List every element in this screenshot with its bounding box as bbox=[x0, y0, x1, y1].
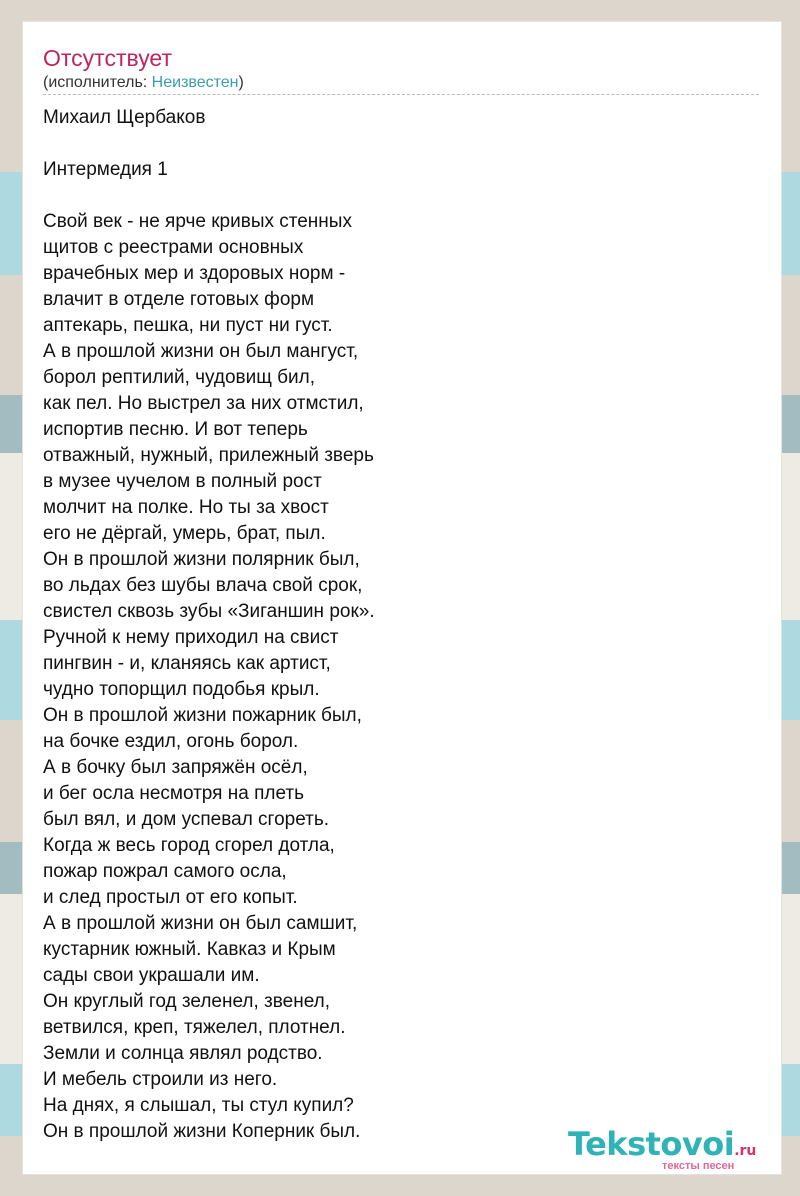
lyric-line: во льдах без шубы влача свой срок, bbox=[43, 575, 363, 596]
lyric-line: На днях, я слышал, ты стул купил? bbox=[43, 1095, 354, 1116]
lyric-line: чудно топорщил подобья крыл. bbox=[43, 679, 320, 700]
song-title: Отсутствует bbox=[43, 45, 172, 71]
lyric-line: И мебель строили из него. bbox=[43, 1069, 278, 1090]
lyric-line: как пел. Но выстрел за них отмстил, bbox=[43, 393, 364, 414]
lyric-line: Он в прошлой жизни Коперник был. bbox=[43, 1121, 361, 1142]
lyric-line: пингвин - и, кланяясь как артист, bbox=[43, 653, 331, 674]
lyric-line: Земли и солнца являл родство. bbox=[43, 1043, 323, 1064]
lyric-line: его не дёргай, умерь, брат, пыл. bbox=[43, 523, 326, 544]
lyric-line: щитов с реестрами основных bbox=[43, 237, 304, 258]
lyric-line: Интермедия 1 bbox=[43, 159, 168, 180]
lyric-line: сады свои украшали им. bbox=[43, 965, 260, 986]
lyric-line: Он в прошлой жизни полярник был, bbox=[43, 549, 360, 570]
dashed-divider bbox=[43, 94, 759, 95]
lyric-line: Михаил Щербаков bbox=[43, 107, 206, 128]
artist-suffix: ) bbox=[238, 74, 244, 91]
lyric-line bbox=[43, 131, 375, 157]
logo-main-text: Tekstovoi bbox=[568, 1125, 735, 1163]
tekstovoi-logo[interactable] bbox=[568, 1125, 778, 1173]
lyric-line: Он в прошлой жизни пожарник был, bbox=[43, 705, 362, 726]
lyrics-card bbox=[22, 21, 782, 1175]
lyric-line: Свой век - не ярче кривых стенных bbox=[43, 211, 352, 232]
logo-tagline: тексты песен bbox=[662, 1160, 735, 1172]
lyric-line: и бег осла несмотря на плеть bbox=[43, 783, 304, 804]
lyric-line: врачебных мер и здоровых норм - bbox=[43, 263, 346, 284]
lyric-line: борол рептилий, чудовищ бил, bbox=[43, 367, 316, 388]
lyric-line: и след простыл от его копыт. bbox=[43, 887, 298, 908]
lyric-line: А в бочку был запряжён осёл, bbox=[43, 757, 308, 778]
lyric-line: влачит в отделе готовых форм bbox=[43, 289, 315, 310]
lyric-line: Когда ж весь город сгорел дотла, bbox=[43, 835, 335, 856]
lyric-line: отважный, нужный, прилежный зверь bbox=[43, 445, 374, 466]
lyric-line: в музее чучелом в полный рост bbox=[43, 471, 322, 492]
lyric-line: Он круглый год зеленел, звенел, bbox=[43, 991, 331, 1012]
logo-domain: .ru bbox=[734, 1143, 757, 1159]
lyric-line: Ручной к нему приходил на свист bbox=[43, 627, 339, 648]
lyric-line: на бочке ездил, огонь борол. bbox=[43, 731, 299, 752]
lyric-line: ветвился, креп, тяжелел, плотнел. bbox=[43, 1017, 346, 1038]
lyric-line: молчит на полке. Но ты за хвост bbox=[43, 497, 329, 518]
lyrics-text bbox=[43, 105, 375, 1145]
lyric-line: был вял, и дом успевал сгореть. bbox=[43, 809, 330, 830]
lyric-line: аптекарь, пешка, ни пуст ни густ. bbox=[43, 315, 333, 336]
lyric-line: испортив песню. И вот теперь bbox=[43, 419, 308, 440]
lyric-line: пожар пожрал самого осла, bbox=[43, 861, 287, 882]
lyric-line: А в прошлой жизни он был мангуст, bbox=[43, 341, 359, 362]
lyric-line: А в прошлой жизни он был самшит, bbox=[43, 913, 358, 934]
artist-prefix: (исполнитель: bbox=[43, 74, 152, 91]
lyric-line: кустарник южный. Кавказ и Крым bbox=[43, 939, 336, 960]
artist-line bbox=[43, 73, 244, 93]
lyric-line: свистел сквозь зубы «Зиганшин рок». bbox=[43, 601, 375, 622]
lyric-line bbox=[43, 183, 375, 209]
artist-link[interactable]: Неизвестен bbox=[151, 74, 239, 91]
